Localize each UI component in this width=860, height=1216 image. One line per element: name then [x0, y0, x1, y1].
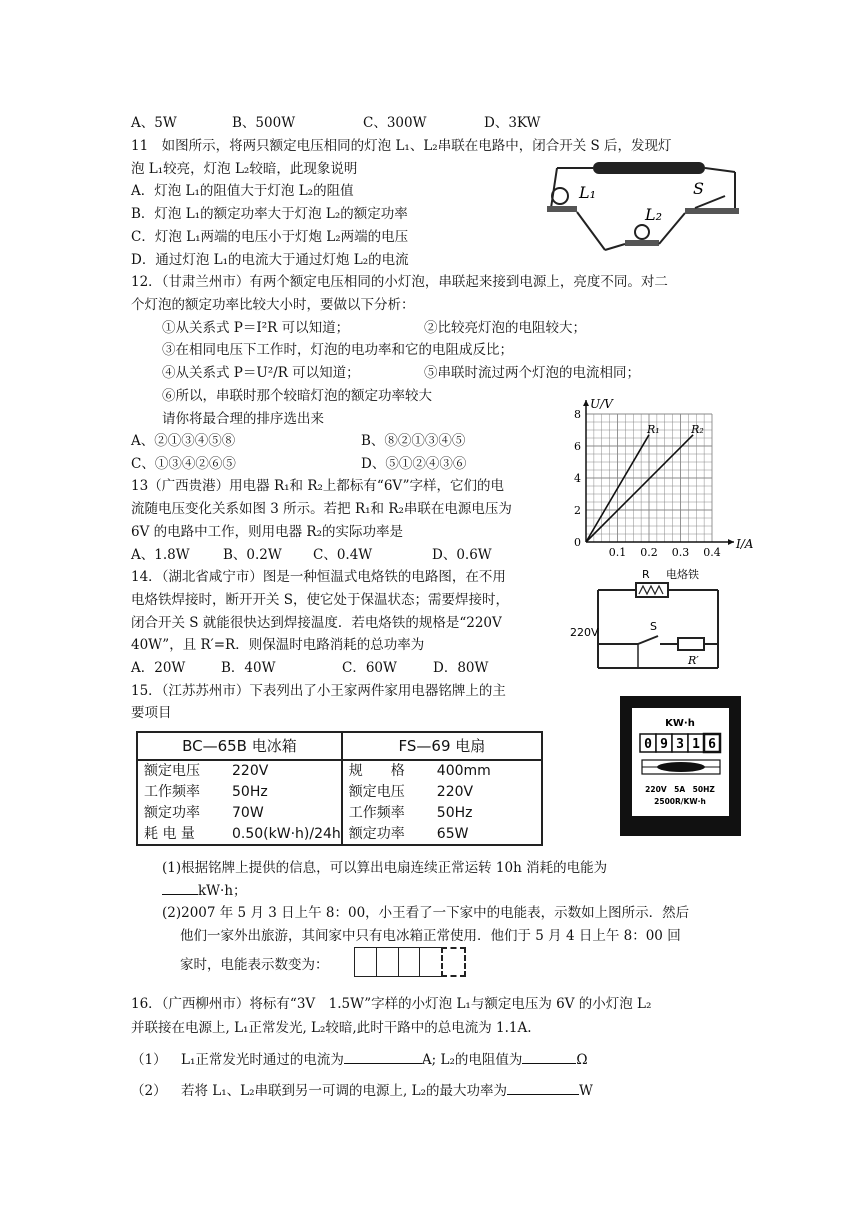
x-tick-label: 0.3: [671, 546, 690, 559]
fridge-value: 50Hz: [232, 784, 268, 800]
voltage-label: 220V: [570, 626, 599, 639]
answer-digit-box[interactable]: [419, 947, 441, 977]
q16-sub1-text-a: L₁正常发光时通过的电流为: [181, 1052, 344, 1068]
answer-digit-box[interactable]: [354, 947, 376, 977]
q14-option-b: B．40W: [221, 660, 276, 676]
q13-option-c: C、0.4W: [313, 547, 373, 563]
fan-key: 额定功率: [348, 826, 405, 842]
fan-key: 工作频率: [348, 805, 405, 821]
q12-item-3: ③在相同电压下工作时，灯泡的电功率和它的电阻成反比；: [162, 342, 513, 358]
fridge-key: 耗 电 量: [144, 826, 195, 842]
table-row: [138, 824, 341, 845]
q11-option-d: D．通过灯泡 L₁的电流大于通过灯炮 L₂的电流: [131, 252, 409, 268]
q12-option-c: C、①③④②⑥⑤: [131, 456, 236, 472]
voltage-current-chart: [568, 394, 758, 562]
q15-sub2: (2)2007 年 5 月 3 日上午 8：00，小王看了一下家中的电能表，示数如上图所示．然后: [162, 905, 690, 921]
fridge-nameplate: [138, 733, 341, 844]
resistor-r-label: R: [642, 568, 650, 581]
q10-option-b: B、500W: [232, 115, 296, 131]
meter-reading-answer-boxes[interactable]: [354, 947, 466, 977]
q10-option-a: A、5W: [131, 115, 177, 131]
q12-option-b: B、⑧②①③④⑤: [361, 433, 466, 449]
switch-s-label: S: [693, 179, 704, 198]
x-axis-label: I/A: [736, 537, 754, 551]
q15-sub1-answer-line: [162, 880, 247, 901]
series-lamps-circuit-figure: [545, 158, 745, 258]
q15-sub1: (1)根据铭牌上提供的信息，可以算出电扇连续正常运转 10h 消耗的电能为: [162, 860, 608, 876]
switch-s-label-2: S: [650, 620, 657, 633]
q12-option-a: A、②①③④⑤⑧: [131, 433, 236, 449]
fan-key: 规 格: [348, 763, 405, 779]
x-tick-label: 0.2: [640, 546, 658, 559]
q15-sub2-cont: 他们一家外出旅游，其间家中只有电冰箱正常使用．他们于 5 月 4 日上午 8：00 回: [180, 928, 681, 944]
y-tick-label: 2: [574, 504, 581, 517]
q16-stem: 16．（广西柳州市）将标有“3V 1.5W”字样的小灯泡 L₁与额定电压为 6V 的小灯泡 L₂: [131, 996, 652, 1012]
q13-stem-3: 6V 的电路中工作，则用电器 R₂的实际功率是: [131, 524, 403, 540]
fridge-value: 220V: [232, 763, 269, 779]
q16-stem-2: 并联接在电源上, L₁正常发光, L₂较暗,此时干路中的总电流为 1.1A.: [131, 1020, 532, 1036]
q12-option-d: D、⑤①②④③⑥: [361, 456, 467, 472]
answer-blank[interactable]: [162, 880, 198, 895]
answer-digit-box[interactable]: [376, 947, 398, 977]
meter-digit: 9: [660, 737, 668, 752]
q14-option-c: C．60W: [342, 660, 397, 676]
q11-option-a: A．灯泡 L₁的阻值大于灯泡 L₂的阻值: [131, 183, 354, 199]
fan-title: FS—69 电扇: [343, 733, 541, 761]
q15-stem: 15．（江苏苏州市）下表列出了小王家两件家用电器铭牌上的主: [131, 683, 506, 699]
y-tick-label: 6: [574, 440, 581, 453]
y-tick-label: 4: [574, 472, 581, 485]
q15-sub2-cont-2: 家时，电能表示数变为：: [180, 957, 329, 973]
fan-value: 220V: [436, 784, 474, 800]
series-label-1: R₁: [647, 422, 660, 436]
q16-sub1-unit: Ω: [576, 1052, 588, 1068]
fan-key: 额定电压: [348, 784, 405, 800]
q16-sub1-number: （1）: [131, 1052, 167, 1068]
x-axis-arrow: [728, 539, 734, 545]
q12-item-2: ②比较亮灯泡的电阻较大；: [424, 320, 586, 336]
fan-value: 65W: [436, 826, 469, 842]
series-label-2: R₂: [691, 422, 704, 436]
y-axis-label: U/V: [590, 397, 613, 411]
y-tick-label: 0: [574, 536, 581, 549]
q12-item-4: ④从关系式 P＝U²/R 可以知道；: [162, 365, 360, 381]
q11-option-b: B．灯泡 L₁的额定功率大于灯泡 L₂的额定功率: [131, 206, 408, 222]
fridge-value: 70W: [232, 805, 264, 821]
q12-prompt: 请你将最合理的排序选出来: [162, 411, 324, 427]
q11-stem: 11 如图所示，将两只额定电压相同的灯泡 L₁、L₂串联在电路中，闭合开关 S 后，发现灯: [131, 138, 672, 154]
fridge-key: 工作频率: [144, 784, 200, 800]
q15-stem-2: 要项目: [131, 705, 172, 721]
q14-stem: 14．（湖北省咸宁市）图是一种恒温式电烙铁的电路图，在不用: [131, 569, 506, 585]
meter-digits: [640, 734, 720, 752]
q13-option-b: B、0.2W: [223, 547, 282, 563]
q10-option-c: C、300W: [363, 115, 427, 131]
soldering-iron-circuit-figure: [568, 566, 740, 676]
meter-spec: 220V 5A 50HZ: [645, 785, 715, 794]
meter-rate: 2500R/KW·h: [654, 797, 706, 806]
q14-stem-4: 40W”，且 R′=R．则保温时电路消耗的总功率为: [131, 637, 425, 653]
q16-sub2: [131, 1080, 593, 1101]
q14-option-d: D．80W: [433, 660, 489, 676]
table-row: [343, 803, 541, 824]
table-row: [138, 761, 341, 782]
x-tick-label: 0.1: [608, 546, 627, 559]
q16-sub2-unit: W: [579, 1083, 593, 1099]
y-axis-arrow: [583, 400, 589, 406]
soldering-iron-label: 电烙铁: [666, 568, 699, 581]
resistor-r-prime-label: R′: [688, 654, 699, 667]
meter-unit: KW·h: [665, 718, 695, 729]
fridge-key: 额定电压: [144, 763, 200, 779]
answer-digit-box[interactable]: [441, 947, 466, 977]
table-row: [343, 824, 541, 845]
lamp-l1-label: L₁: [579, 183, 597, 202]
answer-blank[interactable]: [522, 1049, 576, 1064]
q16-sub1: [131, 1049, 588, 1070]
meter-digit: 1: [692, 737, 700, 752]
meter-digit: 3: [676, 737, 684, 752]
q10-option-d: D、3KW: [484, 115, 541, 131]
q14-stem-3: 闭合开关 S 就能很快达到焊接温度．若电烙铁的规格是“220V: [131, 615, 502, 631]
q15-sub1-unit: kW·h；: [198, 883, 247, 899]
fridge-title: BC—65B 电冰箱: [138, 733, 341, 761]
meter-digit: 6: [708, 737, 716, 752]
q13-option-a: A、1.8W: [131, 547, 190, 563]
q16-sub1-text-b: A; L₂的电阻值为: [421, 1052, 523, 1068]
fridge-key: 额定功率: [144, 805, 200, 821]
meter-digit: 0: [644, 737, 652, 752]
x-tick-label: 0.4: [703, 546, 721, 559]
fan-nameplate: [341, 733, 541, 844]
fridge-value: 0.50(kW·h)/24h: [232, 826, 341, 842]
q14-option-a: A．20W: [131, 660, 186, 676]
energy-meter-figure: [620, 696, 741, 836]
q12-stem: 12．（甘肃兰州市）有两个额定电压相同的小灯泡，串联起来接到电源上，亮度不同。对二: [131, 274, 668, 290]
table-row: [138, 782, 341, 803]
q16-sub2-number: （2）: [131, 1083, 167, 1099]
table-row: [343, 782, 541, 803]
table-row: [138, 803, 341, 824]
q13-stem-2: 流随电压变化关系如图 3 所示。若把 R₁和 R₂串联在电源电压为: [131, 501, 512, 517]
q12-item-6: ⑥所以，串联时那个较暗灯泡的额定功率较大: [162, 388, 432, 404]
q11-option-c: C．灯泡 L₁两端的电压小于灯炮 L₂两端的电压: [131, 229, 409, 245]
q13-stem: 13（广西贵港）用电器 R₁和 R₂上都标有“6V”字样，它们的电: [131, 478, 505, 494]
table-row: [343, 761, 541, 782]
lamp-l2-label: L₂: [645, 205, 663, 224]
answer-digit-box[interactable]: [398, 947, 420, 977]
y-tick-label: 8: [574, 408, 581, 421]
appliance-nameplate-table: [136, 731, 543, 846]
q12-item-5: ⑤串联时流过两个灯泡的电流相同；: [424, 365, 640, 381]
q12-stem-cont: 个灯泡的额定功率比较大小时，要做以下分析：: [131, 297, 415, 313]
fan-value: 50Hz: [436, 805, 473, 821]
q13-option-d: D、0.6W: [432, 547, 492, 563]
answer-blank[interactable]: [344, 1049, 422, 1064]
q16-sub2-text: 若将 L₁、L₂串联到另一可调的电源上, L₂的最大功率为: [181, 1083, 508, 1099]
q12-item-1: ①从关系式 P＝I²R 可以知道；: [162, 320, 350, 336]
answer-blank[interactable]: [507, 1080, 579, 1095]
q11-stem-cont: 泡 L₁较亮，灯泡 L₂较暗，此现象说明: [131, 161, 358, 177]
fan-value: 400mm: [436, 763, 491, 779]
q14-stem-2: 电烙铁焊接时，断开开关 S，使它处于保温状态；需要焊接时，: [131, 592, 510, 608]
